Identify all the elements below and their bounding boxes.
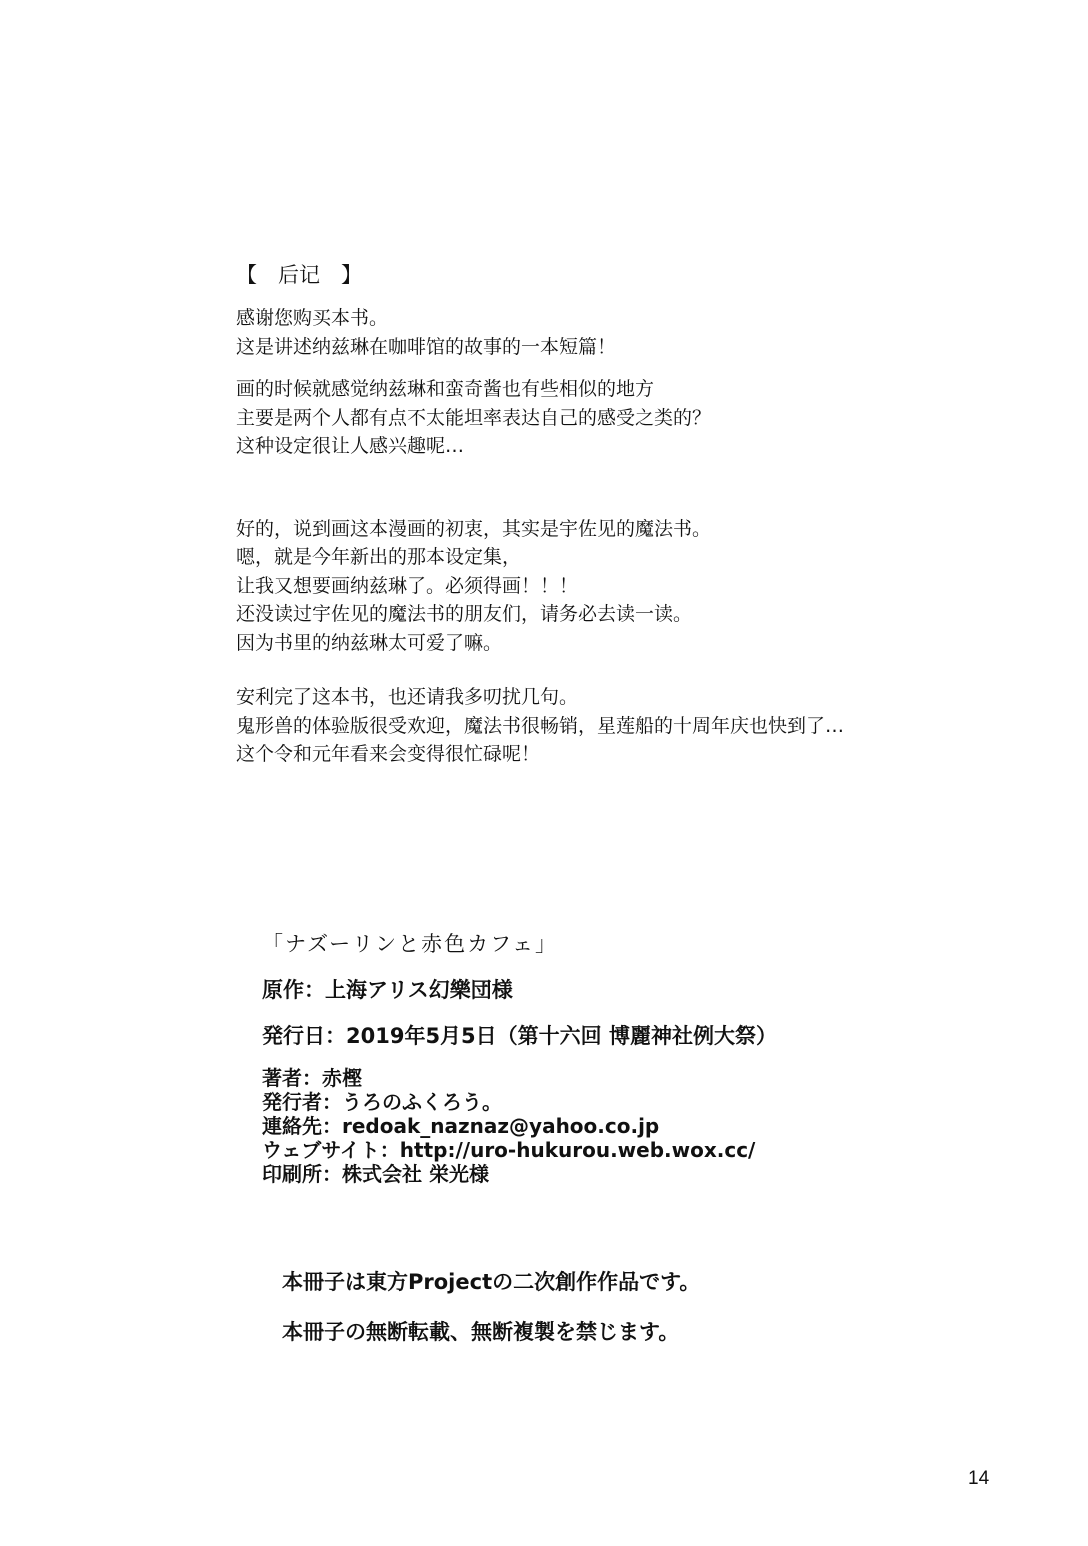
afterword-line: 主要是两个人都有点不太能坦率表达自己的感受之类的？ — [236, 406, 712, 429]
copyright-notices — [282, 1266, 982, 1348]
afterword-line: 因为书里的纳兹琳太可爱了嘛。 — [236, 631, 503, 654]
fan-work-notice: 本冊子は東方Projectの二次創作作品です。 — [282, 1270, 701, 1294]
publication-date: 発行日：2019年5月5日（第十六回 博麗神社例大祭） — [262, 1024, 777, 1048]
reproduction-notice: 本冊子の無断転載、無断複製を禁じます。 — [282, 1320, 680, 1344]
afterword-line: 感谢您购买本书。 — [236, 307, 389, 329]
website-url: ウェブサイト：http://uro-hukurou.web.wox.cc/ — [262, 1138, 756, 1162]
original-work-credit: 原作：上海アリス幻樂団様 — [262, 978, 513, 1002]
printer-credit: 印刷所：株式会社 栄光様 — [262, 1162, 489, 1186]
credits-list — [262, 1066, 1022, 1186]
afterword-line: 这个令和元年看来会变得很忙碌呢！ — [236, 743, 541, 765]
afterword-heading: 【 后记 】 — [236, 263, 362, 287]
afterword-line: 让我又想要画纳兹琳了。必须得画！！！ — [236, 574, 579, 597]
page-number: 14 — [968, 1468, 990, 1489]
afterword-line: 好的，说到画这本漫画的初衷，其实是宇佐见的魔法书。 — [236, 517, 712, 540]
afterword-line: 这是讲述纳兹琳在咖啡馆的故事的一本短篇！ — [236, 335, 617, 358]
afterword-paragraph — [236, 683, 1056, 769]
afterword-line: 这种设定很让人感兴趣呢… — [236, 435, 465, 457]
colophon-section — [262, 926, 1022, 1186]
afterword-line: 还没读过宇佐见的魔法书的朋友们，请务必去读一读。 — [236, 603, 693, 625]
contact-email: 連絡先：redoak_naznaz@yahoo.co.jp — [262, 1114, 660, 1138]
afterword-section — [236, 258, 1056, 769]
author-credit: 著者：赤樫 — [262, 1066, 362, 1090]
afterword-line: 安利完了这本书，也还请我多叨扰几句。 — [236, 686, 579, 708]
afterword-line: 画的时候就感觉纳兹琳和蛮奇酱也有些相似的地方 — [236, 378, 655, 400]
afterword-line: 嗯，就是今年新出的那本设定集， — [236, 546, 522, 568]
afterword-paragraph — [236, 515, 1056, 658]
publisher-credit: 発行者：うろのふくろう。 — [262, 1090, 502, 1114]
afterword-paragraph — [236, 375, 1056, 461]
afterword-paragraph — [236, 304, 1056, 361]
afterword-line: 鬼形兽的体验版很受欢迎，魔法书很畅销，星莲船的十周年庆也快到了… — [236, 714, 845, 737]
book-title: 「ナズーリンと赤色カフェ」 — [262, 932, 559, 956]
